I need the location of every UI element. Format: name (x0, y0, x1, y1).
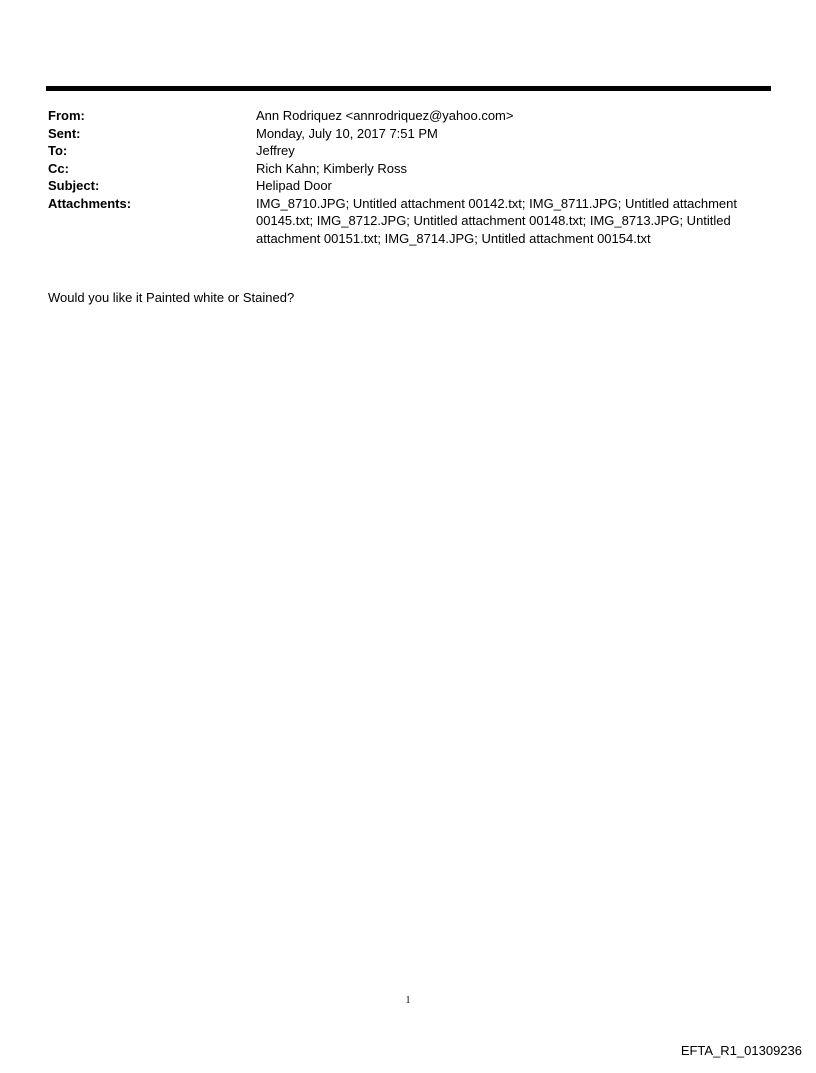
cc-label: Cc: (48, 160, 69, 176)
from-value: Ann Rodriquez <annrodriquez@yahoo.com> (256, 108, 514, 123)
from-label: From: (48, 108, 85, 123)
attachments-label: Attachments: (48, 195, 132, 211)
sent-row (48, 125, 768, 143)
to-label: To: (48, 143, 68, 158)
subject-value: Helipad Door (256, 178, 332, 193)
attachments-value: IMG_8710.JPG; Untitled attachment 00142.txt; IMG_8711.JPG; Untitled attachment 00145.txt; IMG_8712.JPG; Untitled attachment 00148.txt; IMG_8713.JPG; Untitled attachment 00151.txt; IMG_8714.JPG; Untitled attachment 00154.txt (256, 195, 738, 246)
cc-row (48, 160, 768, 178)
page-number: 1 (405, 995, 411, 1006)
email-body: Would you like it Painted white or Stained? (48, 290, 295, 305)
cc-value: Rich Kahn; Kimberly Ross (256, 160, 407, 176)
email-header (48, 107, 768, 247)
sent-label: Sent: (48, 125, 81, 141)
header-divider (46, 86, 771, 91)
attachments-row (48, 195, 768, 248)
sent-value: Monday, July 10, 2017 7:51 PM (256, 125, 438, 141)
subject-row (48, 177, 768, 195)
to-value: Jeffrey (256, 143, 295, 158)
from-row (48, 107, 768, 125)
to-row (48, 142, 768, 160)
subject-label: Subject: (48, 178, 100, 193)
document-id: EFTA_R1_01309236 (680, 1043, 802, 1058)
